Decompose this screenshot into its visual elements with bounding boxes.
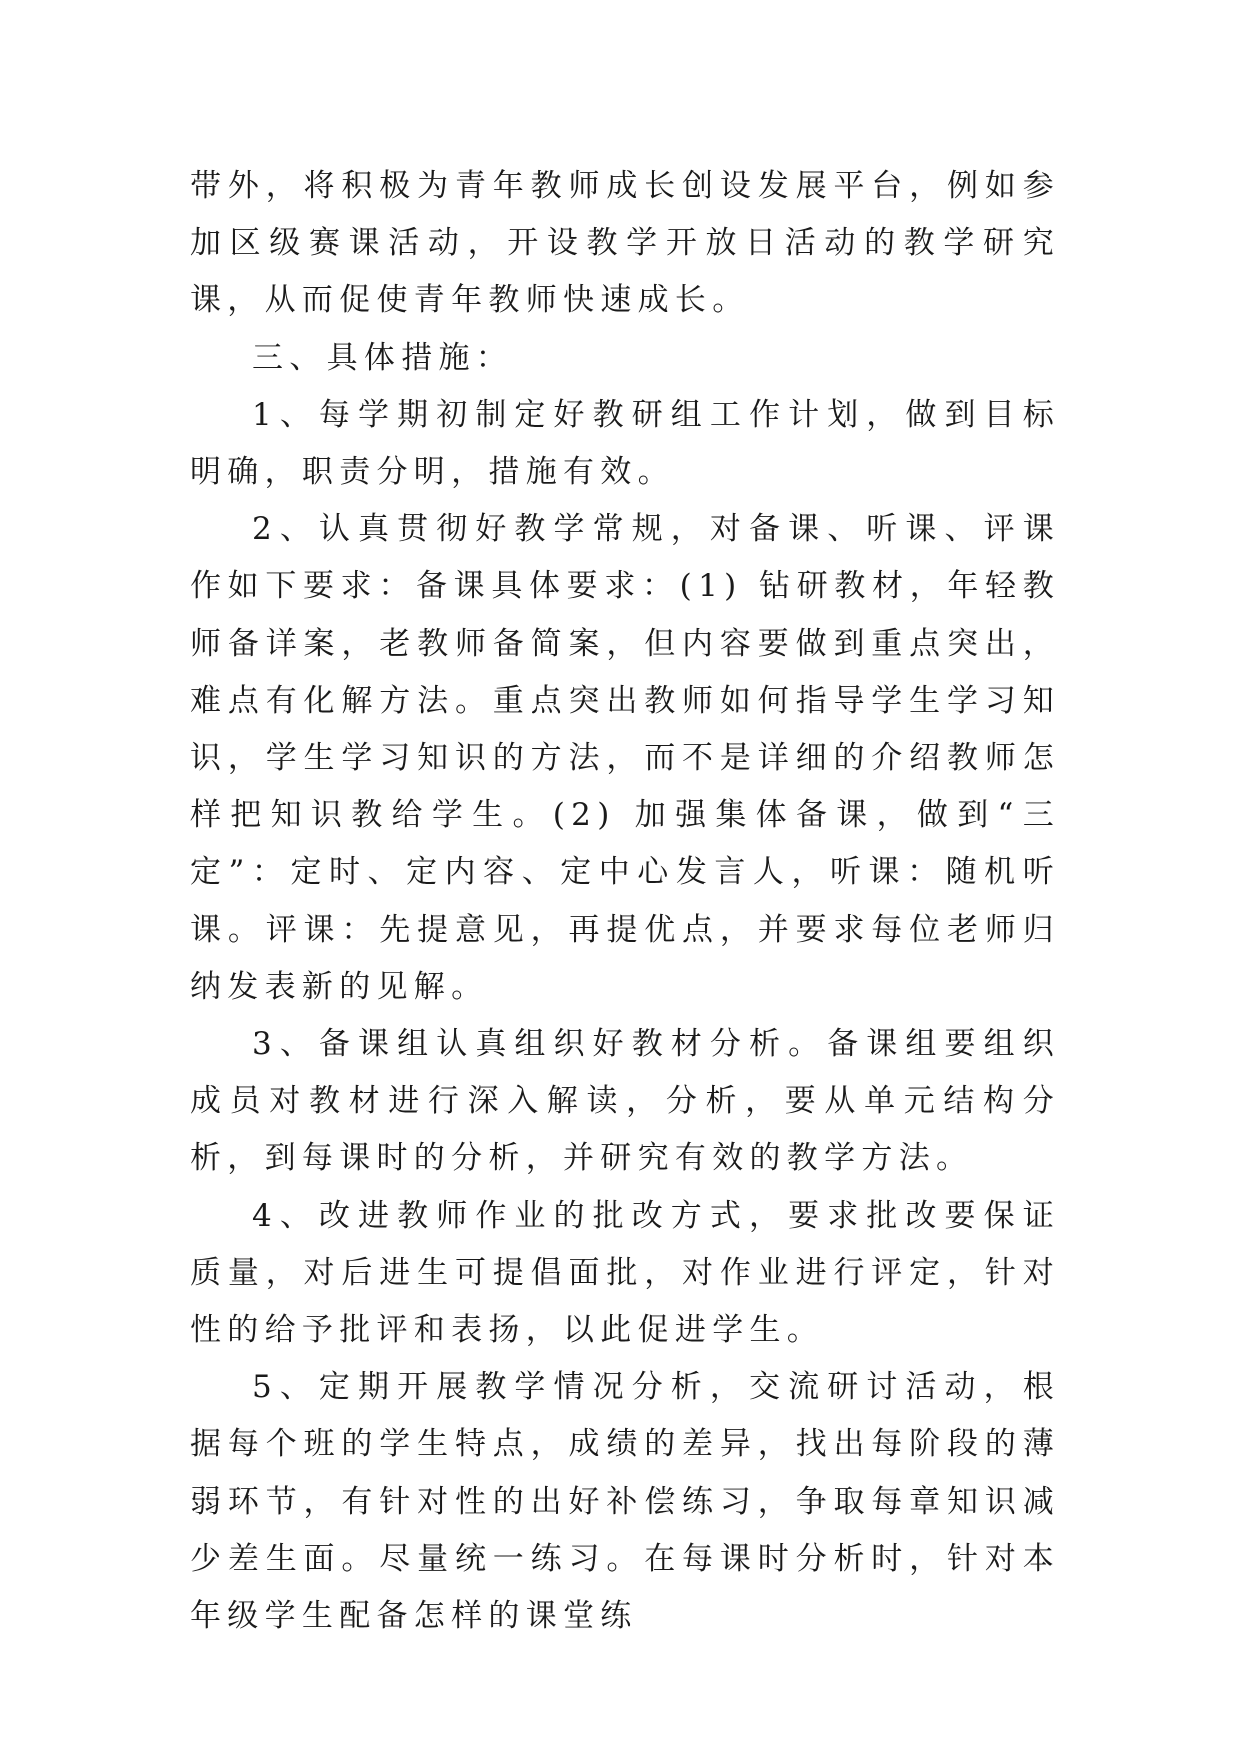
- section-heading-measures: 三、具体措施：: [252, 339, 514, 376]
- paragraph-measure-5: 5、定期开展教学情况分析，交流研讨活动，根据每个班的学生特点，成绩的差异，找出每阶段的薄弱环节，有针对性的出好补偿练习，争取每章知识减少差生面。尽量统一练习。在每课时分析时，针对本年级学生配备怎样的课堂练: [190, 1369, 1060, 1635]
- paragraph-measure-3: 3、备课组认真组织好教材分析。备课组要组织成员对教材进行深入解读，分析，要从单元结构分析，到每课时的分析，并研究有效的教学方法。: [190, 1026, 1060, 1177]
- paragraph-measure-4: 4、改进教师作业的批改方式，要求批改要保证质量，对后进生可提倡面批，对作业进行评定，针对性的给予批评和表扬，以此促进学生。: [190, 1197, 1060, 1349]
- paragraph-measure-2: 2、认真贯彻好教学常规，对备课、听课、评课作如下要求：备课具体要求：(1) 钻研教材，年轻教师备详案，老教师备简案，但内容要做到重点突出，难点有化解方法。重点突出教师如何指导学生学习知识，学生学习知识的方法，而不是详细的介绍教师怎样把知识教给学生。(2) 加强集体备课，做到“三定”：定时、定内容、定中心发言人，听课：随机听课。评课：先提意见，再提优点，并要求每位老师归纳发表新的见解。: [190, 511, 1060, 1005]
- document-body: [190, 158, 1060, 1645]
- paragraph-measure-1: 1、每学期初制定好教研组工作计划，做到目标明确，职责分明，措施有效。: [190, 396, 1060, 491]
- paragraph-continuation: 带外，将积极为青年教师成长创设发展平台，例如参加区级赛课活动，开设教学开放日活动的教学研究课，从而促使青年教师快速成长。: [190, 168, 1060, 319]
